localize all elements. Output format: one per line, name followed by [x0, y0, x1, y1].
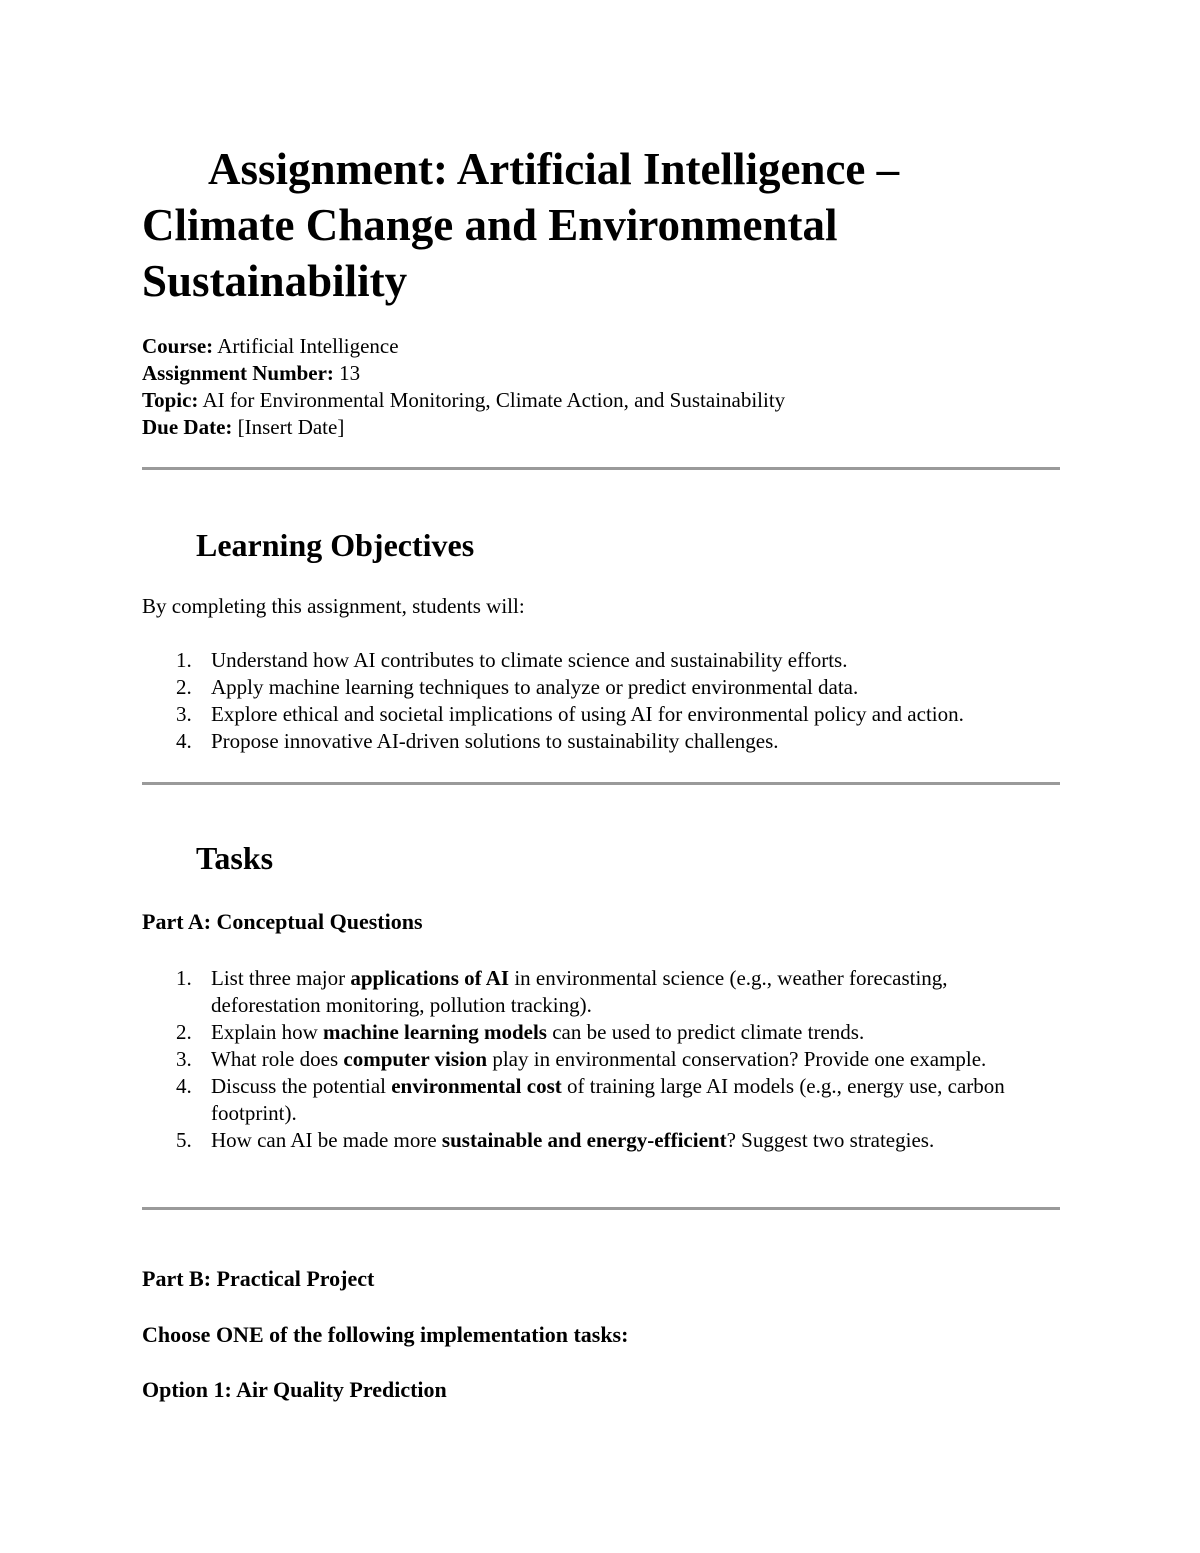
list-text-post: of training large AI models (e.g., energy use, carbon footprint). [211, 1074, 1005, 1125]
meta-topic [142, 387, 785, 414]
list-number: 5. [176, 1128, 192, 1152]
list-text-post: play in environmental conservation? Provide one example. [487, 1047, 987, 1071]
list-item [142, 1019, 1060, 1046]
list-number: 2. [176, 1020, 192, 1044]
list-number: 4. [176, 729, 192, 753]
list-text-pre: Discuss the potential [211, 1074, 392, 1098]
meta-topic-value: AI for Environmental Monitoring, Climate Action, and Sustainability [198, 388, 786, 412]
list-text-pre: Explain how [211, 1020, 323, 1044]
list-text: Apply machine learning techniques to analyze or predict environmental data. [211, 675, 859, 699]
list-text: Explore ethical and societal implications of using AI for environmental policy and action. [211, 702, 964, 726]
list-number: 1. [176, 966, 192, 990]
objectives-intro: By completing this assignment, students will: [142, 594, 525, 618]
option-1-heading: Option 1: Air Quality Prediction [142, 1377, 447, 1402]
part-a-heading: Part A: Conceptual Questions [142, 909, 423, 934]
list-text-bold: machine learning models [322, 1020, 547, 1044]
list-text-pre: List three major [211, 966, 351, 990]
list-item [142, 1127, 1060, 1154]
meta-number-value: 13 [333, 361, 361, 385]
meta-course-value: Artificial Intelligence [213, 334, 399, 358]
part-b-instruction: Choose ONE of the following implementation tasks: [142, 1322, 629, 1347]
meta-course-label: Course: [142, 334, 214, 358]
meta-number-label: Assignment Number: [142, 361, 334, 385]
list-text-post: in environmental science (e.g., weather forecasting, deforestation monitoring, pollution tracking). [211, 966, 948, 1017]
meta-due-label: Due Date: [142, 415, 233, 439]
list-item [142, 701, 1060, 728]
meta-topic-label: Topic: [142, 388, 199, 412]
list-text-post: can be used to predict climate trends. [546, 1020, 865, 1044]
list-text-bold: sustainable and energy-efficient [441, 1128, 727, 1152]
divider [142, 1207, 1060, 1210]
list-number: 4. [176, 1074, 192, 1098]
list-item [142, 728, 1060, 755]
divider [142, 467, 1060, 470]
part-b-heading: Part B: Practical Project [142, 1266, 375, 1291]
list-text-post: ? Suggest two strategies. [726, 1128, 935, 1152]
list-text-pre: What role does [211, 1047, 344, 1071]
list-text-bold: computer vision [343, 1047, 488, 1071]
list-item [142, 1073, 1060, 1127]
list-number: 1. [176, 648, 192, 672]
list-item [142, 1046, 1060, 1073]
list-number: 2. [176, 675, 192, 699]
list-item [142, 674, 1060, 701]
objectives-list [142, 647, 1060, 755]
list-text-pre: How can AI be made more [211, 1128, 442, 1152]
divider [142, 782, 1060, 785]
list-text-bold: applications of AI [350, 966, 510, 990]
list-number: 3. [176, 1047, 192, 1071]
meta-due-value: [Insert Date] [232, 415, 345, 439]
objectives-heading: Learning Objectives [196, 527, 475, 563]
list-text: Understand how AI contributes to climate science and sustainability efforts. [211, 648, 848, 672]
document-title: Assignment: Artificial Intelligence – Climate Change and Environmental Sustainability [142, 144, 900, 306]
list-item [142, 965, 1060, 1019]
meta-due-date [142, 414, 785, 441]
list-text: Propose innovative AI-driven solutions to sustainability challenges. [211, 729, 779, 753]
meta-course [142, 333, 785, 360]
list-item [142, 647, 1060, 674]
list-text-bold: environmental cost [391, 1074, 562, 1098]
part-a-questions [142, 965, 1060, 1154]
list-number: 3. [176, 702, 192, 726]
assignment-meta [142, 333, 785, 441]
tasks-heading: Tasks [196, 840, 274, 876]
meta-assignment-number [142, 360, 785, 387]
